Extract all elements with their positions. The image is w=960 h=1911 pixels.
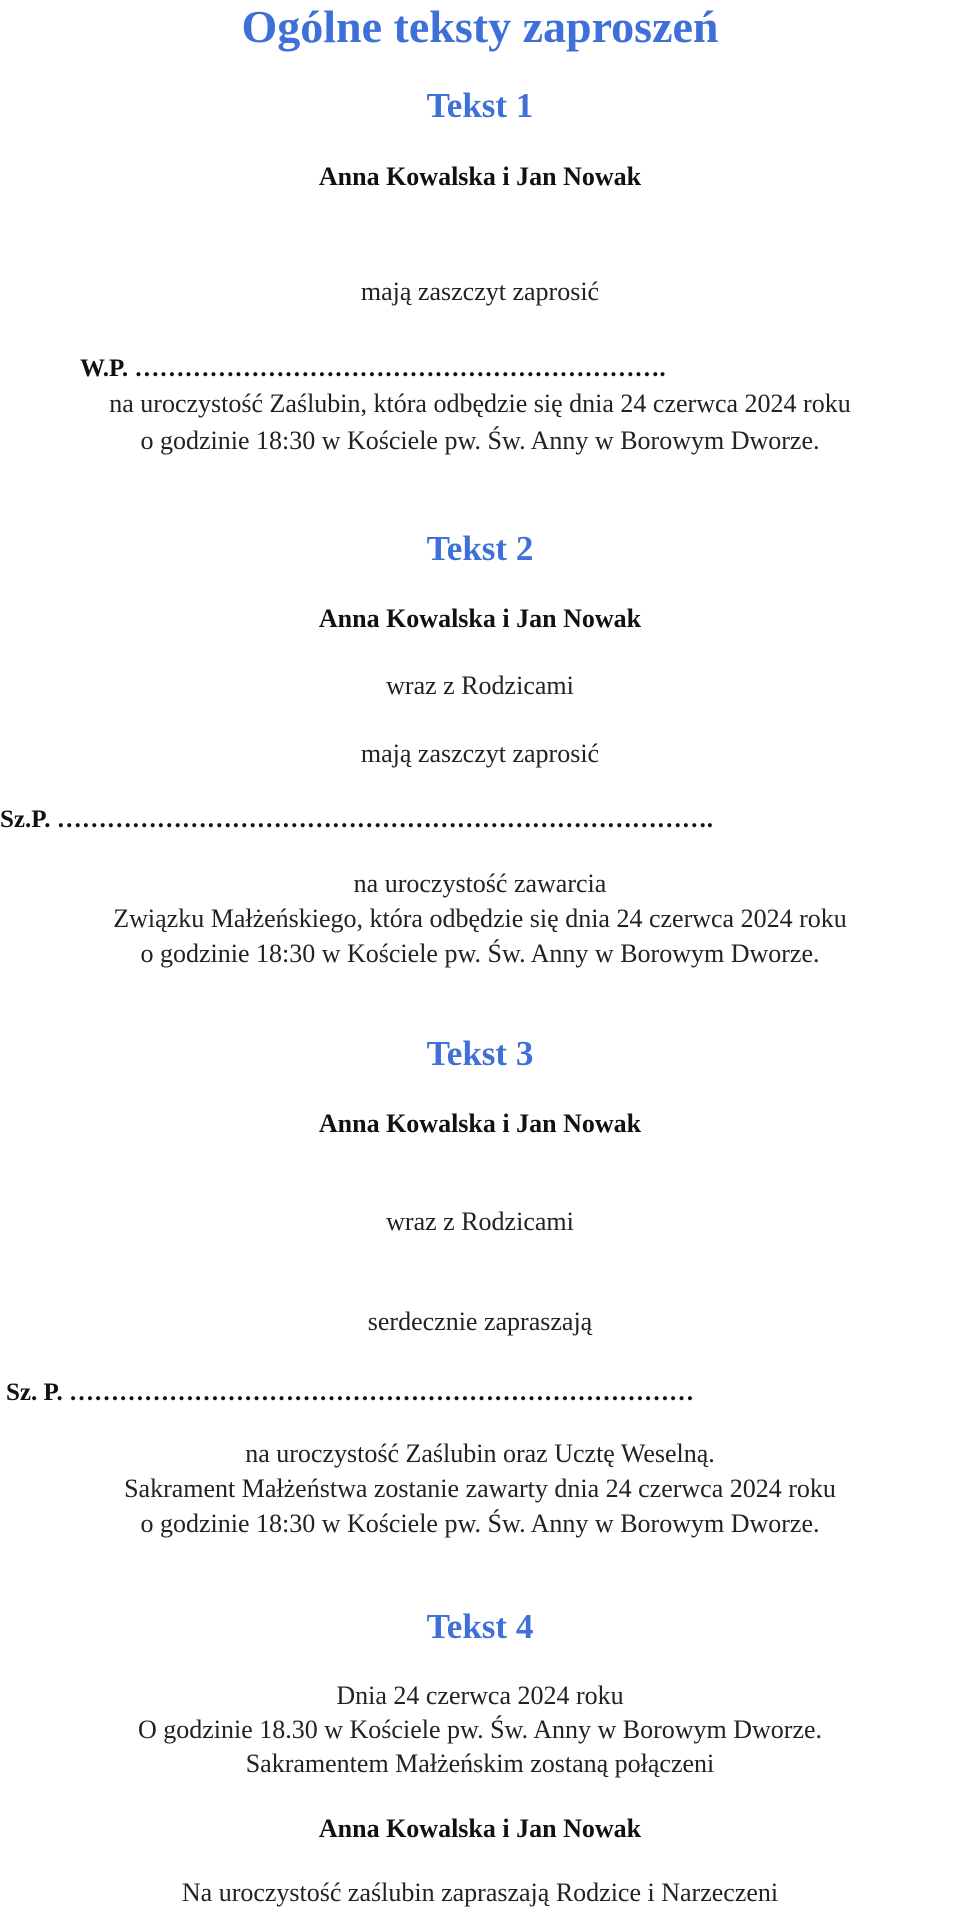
text-1-names: Anna Kowalska i Jan Nowak xyxy=(318,162,642,191)
text-3-names: Anna Kowalska i Jan Nowak xyxy=(318,1109,642,1138)
text-3-line-1: na uroczystość Zaślubin oraz Ucztę Weselną. xyxy=(245,1439,715,1468)
text-4-closing: Na uroczystość zaślubin zapraszają Rodzice i Narzeczeni xyxy=(181,1878,779,1907)
text-3-heading: Tekst 3 xyxy=(426,1034,534,1073)
text-2-line-3: o godzinie 18:30 w Kościele pw. Św. Anny w Borowym Dworze. xyxy=(140,939,820,968)
text-4-line-2: O godzinie 18.30 w Kościele pw. Św. Anny w Borowym Dworze. xyxy=(137,1715,823,1744)
text-2-with-parents: wraz z Rodzicami xyxy=(386,671,574,700)
text-1-heading: Tekst 1 xyxy=(426,86,534,125)
text-3-line-3: o godzinie 18:30 w Kościele pw. Św. Anny w Borowym Dworze. xyxy=(140,1509,820,1538)
text-3-with-parents: wraz z Rodzicami xyxy=(386,1207,574,1236)
text-4-heading: Tekst 4 xyxy=(426,1607,534,1646)
text-2-names: Anna Kowalska i Jan Nowak xyxy=(318,604,642,633)
text-2-invite: mają zaszczyt zaprosić xyxy=(360,739,600,768)
text-2-guest-line: Sz.P. ……………………………………………………………………. xyxy=(0,806,713,833)
text-2-heading: Tekst 2 xyxy=(426,529,534,568)
text-3-invite: serdecznie zapraszają xyxy=(367,1307,593,1336)
text-4-line-1: Dnia 24 czerwca 2024 roku xyxy=(336,1681,624,1710)
text-1-line-2: o godzinie 18:30 w Kościele pw. Św. Anny w Borowym Dworze. xyxy=(140,426,820,455)
text-1-line-1: na uroczystość Zaślubin, która odbędzie się dnia 24 czerwca 2024 roku xyxy=(109,389,851,418)
text-2-line-1: na uroczystość zawarcia xyxy=(353,869,607,898)
text-4-names: Anna Kowalska i Jan Nowak xyxy=(318,1814,642,1843)
text-2-line-2: Związku Małżeńskiego, która odbędzie się dnia 24 czerwca 2024 roku xyxy=(113,904,847,933)
text-4-line-3: Sakramentem Małżeńskim zostaną połączeni xyxy=(245,1749,715,1778)
page-title: Ogólne teksty zaproszeń xyxy=(241,1,719,52)
text-1-guest-line: W.P. ………………………………………………………. xyxy=(80,355,666,382)
text-3-line-2: Sakrament Małżeństwa zostanie zawarty dnia 24 czerwca 2024 roku xyxy=(124,1474,836,1503)
text-3-guest-line: Sz. P. ………………………………………………………………… xyxy=(6,1379,694,1406)
text-1-invite: mają zaszczyt zaprosić xyxy=(360,277,600,306)
